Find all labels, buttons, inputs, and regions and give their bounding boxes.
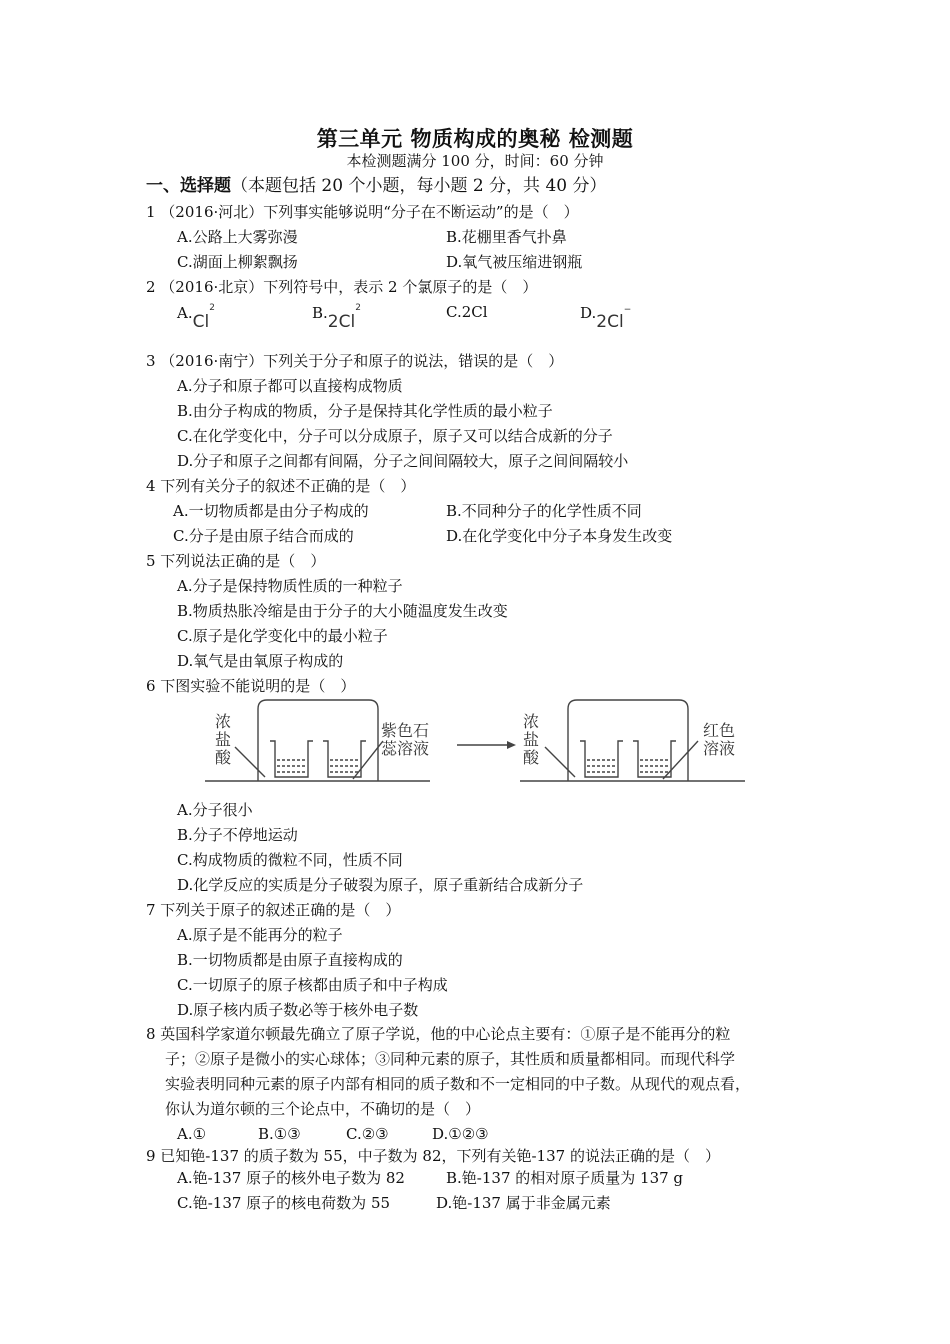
experiment-figure [205, 697, 765, 789]
q2-option-d [580, 303, 632, 332]
section-label: 一、选择题 [146, 176, 231, 196]
page-title: 第三单元 物质构成的奥秘 检测题 [316, 126, 634, 151]
q8-option-b: B.①③ [258, 1125, 301, 1143]
page-subtitle: 本检测题满分 100 分，时间：60 分钟 [346, 152, 604, 170]
q1-option-a: A.公路上大雾弥漫 [177, 228, 298, 246]
q5-option-a: A.分子是保持物质性质的一种粒子 [177, 577, 403, 595]
q4-option-c: C.分子是由原子结合而成的 [173, 527, 354, 545]
q2-b-sup: 2 [355, 303, 361, 313]
label-litmus-2: 蕊溶液 [381, 739, 430, 758]
beaker-left-1 [270, 741, 313, 777]
q3-option-d: D.分子和原子之间都有间隔，分子之间间隔较大，原子之间间隔较小 [177, 452, 629, 470]
q5-option-c: C.原子是化学变化中的最小粒子 [177, 627, 388, 645]
q1-option-c: C.湖面上柳絮飘扬 [177, 253, 298, 271]
q7-option-c: C.一切原子的原子核都由质子和中子构成 [177, 976, 448, 994]
q8-option-d: D.①②③ [432, 1125, 489, 1143]
q8-line-4: 你认为道尔顿的三个论点中，不确切的是（ ） [165, 1100, 481, 1118]
q7-option-d: D.原子核内质子数必等于核外电子数 [177, 1001, 419, 1019]
leader-right-b [663, 741, 698, 779]
leader-right-a [545, 747, 575, 777]
label-left-1: 浓 [215, 712, 232, 731]
q2-a-sup: 2 [209, 303, 215, 313]
q8-line-2: 子；②原子是微小的实心球体；③同种元素的原子，其性质和质量都相同。而现代科学 [165, 1050, 736, 1068]
q6-option-b: B.分子不停地运动 [177, 826, 298, 844]
q5-option-d: D.氧气是由氧原子构成的 [177, 652, 344, 670]
leader-left-a [235, 747, 265, 777]
q9-option-d: D.铯-137 属于非金属元素 [436, 1194, 611, 1212]
q9-stem: 9 已知铯-137 的质子数为 55，中子数为 82，下列有关铯-137 的说法正确的是（ ） [146, 1147, 720, 1165]
q2-a-formula: Cl [192, 312, 210, 332]
label-litmus-1: 紫色石 [381, 721, 430, 740]
q4-option-b: B.不同种分子的化学性质不同 [446, 502, 642, 520]
q2-b-formula: 2Cl [327, 312, 356, 332]
bell-jar-right [568, 700, 688, 781]
q3-stem: 3 （2016·南宁）下列关于分子和原子的说法，错误的是（ ） [146, 352, 564, 370]
q1-option-d: D.氧气被压缩进钢瓶 [446, 253, 583, 271]
q3-option-a: A.分子和原子都可以直接构成物质 [177, 377, 403, 395]
q2-option-a [177, 303, 215, 332]
label-right-3: 酸 [523, 748, 540, 767]
q2-d-formula: 2Cl [596, 312, 624, 332]
label-right-1: 浓 [523, 712, 540, 731]
q3-option-b: B.由分子构成的物质，分子是保持其化学性质的最小粒子 [177, 402, 553, 420]
label-left-3: 酸 [215, 748, 232, 767]
q6-stem: 6 下图实验不能说明的是（ ） [146, 677, 356, 695]
label-red-1: 红色 [703, 721, 736, 740]
section-heading [146, 176, 607, 196]
arrow-icon [457, 741, 516, 749]
q8-option-a: A.① [177, 1125, 207, 1143]
q7-option-b: B.一切物质都是由原子直接构成的 [177, 951, 403, 969]
q4-stem: 4 下列有关分子的叙述不正确的是（ ） [146, 477, 416, 495]
q7-option-a: A.原子是不能再分的粒子 [177, 926, 343, 944]
q2-option-c: C.2Cl [446, 303, 488, 321]
q1-stem: 1 （2016·河北）下列事实能够说明“分子在不断运动”的是（ ） [146, 203, 579, 221]
q8-option-c: C.②③ [346, 1125, 389, 1143]
q8-line-3: 实验表明同种元素的原子内部有相同的质子数和不一定相同的中子数。从现代的观点看， [165, 1075, 751, 1093]
q6-option-d: D.化学反应的实质是分子破裂为原子，原子重新结合成新分子 [177, 876, 584, 894]
q7-stem: 7 下列关于原子的叙述正确的是（ ） [146, 901, 401, 919]
q3-option-c: C.在化学变化中，分子可以分成原子，原子又可以结合成新的分子 [177, 427, 613, 445]
q6-option-c: C.构成物质的微粒不同，性质不同 [177, 851, 403, 869]
q9-option-a: A.铯-137 原子的核外电子数为 82 [177, 1169, 405, 1187]
liquid-right [587, 760, 669, 772]
q2-d-label: D. [580, 304, 597, 322]
beaker-right-1 [580, 741, 623, 777]
liquid-left [277, 760, 359, 772]
q2-d-sup: − [623, 305, 632, 315]
q4-option-a: A.一切物质都是由分子构成的 [173, 502, 369, 520]
q2-b-label: B. [312, 304, 328, 322]
bell-jar-left [258, 700, 378, 781]
q8-line-1: 8 英国科学家道尔顿最先确立了原子学说，他的中心论点主要有：①原子是不能再分的粒 [146, 1025, 731, 1043]
label-right-2: 盐 [523, 730, 540, 749]
label-red-2: 溶液 [703, 739, 736, 758]
q6-option-a: A.分子很小 [177, 801, 253, 819]
q5-option-b: B.物质热胀冷缩是由于分子的大小随温度发生改变 [177, 602, 508, 620]
q2-a-label: A. [177, 304, 193, 322]
q2-stem: 2 （2016·北京）下列符号中，表示 2 个氯原子的是（ ） [146, 278, 538, 296]
q1-option-b: B.花棚里香气扑鼻 [446, 228, 567, 246]
q9-option-b: B.铯-137 的相对原子质量为 137 g [446, 1169, 684, 1187]
section-desc: （本题包括 20 个小题，每小题 2 分，共 40 分） [231, 176, 607, 196]
label-left-2: 盐 [215, 730, 232, 749]
q4-option-d: D.在化学变化中分子本身发生改变 [446, 527, 673, 545]
q2-option-b [312, 303, 361, 332]
q9-option-c: C.铯-137 原子的核电荷数为 55 [177, 1194, 391, 1212]
q5-stem: 5 下列说法正确的是（ ） [146, 552, 326, 570]
